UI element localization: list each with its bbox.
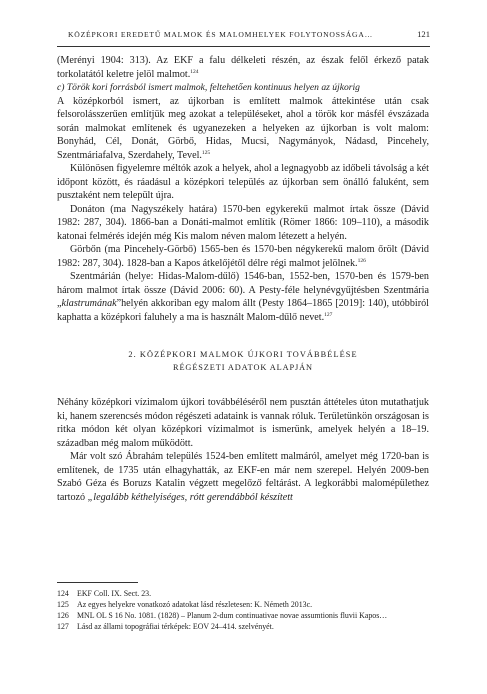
footnote-number: 125	[57, 600, 69, 609]
paragraph: Már volt szó Ábrahám település 1524-ben említett malmáról, amelyet még 1720-ban is említenek, de 1735 után elhagyhatták, az EKF-en már nem szerepel. Helyén 2009-ben Szabó Géza és Boruzs Katalin végzett megelőző feltárást. A legkorábbi malomépülethez tartozó „legalább kéthelyiséges, rótt gerendábból készített	[57, 451, 429, 503]
footnote-ref: 125	[201, 149, 211, 156]
footnote	[57, 599, 429, 610]
italic-quote: „legalább kéthelyiséges, rótt gerendábból készített	[87, 491, 293, 503]
footnote-ref: 127	[324, 311, 333, 318]
section-heading	[57, 348, 429, 374]
footnote-text: Az egyes helyekre vonatkozó adatokat lásd részletesen: K. Németh 2013c.	[77, 600, 313, 609]
section-heading-line2: RÉGÉSZETI ADATOK ALAPJÁN	[173, 363, 313, 372]
main-text	[57, 54, 429, 504]
footnote-number: 127	[57, 622, 69, 631]
paragraph: A középkorból ismert, az újkorban is említett malmok áttekintése után csak felsorolásszerűen említjük meg azokat a településeket, ahol a török kor másfél évszázada során malmokat említenek és ugyanezeken a helyeken az újkorban is volt malom: Bonyhád, Cél, Donát, Görbő, Hidas, Mucsi, Nagymányok, Nádasd, Pincehely, Szentmáriafalva, Szerdahely, Tevel.$^{125}$	[57, 95, 429, 161]
page-number: 121	[417, 29, 430, 39]
paragraph: Görbőn (ma Pincehely-Görbő) 1565-ben és 1570-ben négykerekű malom őrölt (Dávid 1982: 287, 304). 1828-ban a Kapos átkelőjétől délre régi malmot jelölnek.$^{126}$	[57, 244, 429, 269]
running-title: KÖZÉPKORI EREDETŰ MALMOK ÉS MALOMHELYEK FOLYTONOSSÁGA…	[68, 30, 373, 39]
footnote	[57, 621, 429, 632]
footnote-number: 124	[57, 589, 69, 598]
footnote	[57, 588, 429, 599]
footnote	[57, 610, 429, 621]
section-heading-line1: 2. KÖZÉPKORI MALMOK ÚJKORI TOVÁBBÉLÉSE	[128, 350, 358, 359]
footnote-text: MNL OL S 16 No. 1081. (1828) – Planum 2-dum continuativae novae assumtionis fluvii Kapos…	[77, 611, 388, 620]
footnote-ref: 126	[357, 257, 366, 264]
footnote-number: 126	[57, 611, 69, 620]
paragraph: Szentmárián (helye: Hidas-Malom-dűlő) 1546-ban, 1552-ben, 1570-ben és 1579-ben három malmot írtak össze (Dávid 2006: 60). A Pesty-féle helynévgyűjtésben Szentmária „klastrumának”helyén akkoriban egy malom állt (Pesty 1864–1865 [2019]: 140), utóbbiról kaphatta a középkori faluhely a ma is használt Malom-dűlő nevet.$^{127}$	[57, 271, 429, 323]
paragraph: Donáton (ma Nagyszékely határa) 1570-ben egykerekű malmot írtak össze (Dávid 1982: 287, 304). 1866-ban a Donáti-malmot említik (Römer 1866: 109–110), a második katonai felmérés idején még Kis malom néven malom létezett a helyén.	[57, 203, 429, 242]
footnote-text: Lásd az állami topográfiai térképek: EOV 24–414. szelvényét.	[77, 622, 274, 631]
paragraph-continued: (Merényi 1904: 313). Az EKF a falu délkeleti részén, az észak felől érkező patak torkolatától keletre jelöl malmot.$^{124}$	[57, 55, 429, 80]
footnotes	[57, 588, 429, 632]
header-rule	[57, 46, 430, 47]
footnote-rule	[57, 582, 138, 583]
paragraph: Néhány középkori vízimalom újkori továbbéléséről nem pusztán áttételes úton mutathatjuk ki, hanem szerencsés módon régészeti adataink is vannak róluk. Területünkön országosan is ritka módon két olyan középkori vízimalmot is ismerünk, amelyek helyén a 18–19. században még malom működött.	[57, 397, 429, 449]
italic-term: klastrumának	[61, 298, 117, 309]
footnote-text: EKF Coll. IX. Sect. 23.	[77, 589, 152, 598]
paragraph: Különösen figyelemre méltók azok a helyek, ahol a legnagyobb az időbeli távolság a két időpont között, és ráadásul a középkori település az újkorban sem önálló faluként, sem pusztaként nem települt újra.	[57, 163, 429, 201]
footnote-ref: 124	[190, 68, 199, 75]
subsection-heading: c) Török kori forrásból ismert malmok, feltehetően kontinuus helyen az újkorig	[57, 82, 360, 93]
